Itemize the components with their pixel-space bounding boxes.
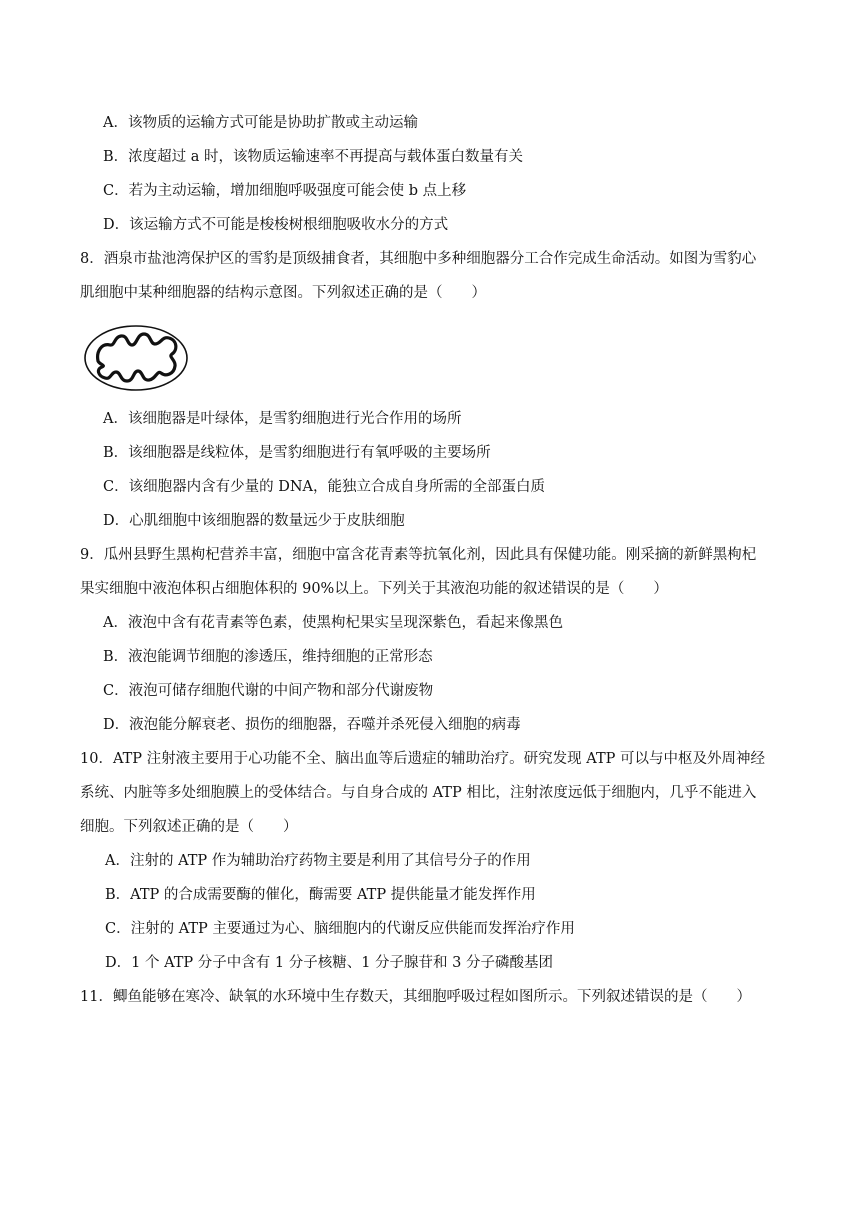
- q8-stem-line-2: 肌细胞中某种细胞器的结构示意图。下列叙述正确的是（ ）: [80, 285, 486, 301]
- q10-option-c: C．注射的 ATP 主要通过为心、脑细胞内的代谢反应供能而发挥治疗作用: [105, 921, 575, 937]
- q10-stem-line-1: 10．ATP 注射液主要用于心功能不全、脑出血等后遗症的辅助治疗。研究发现 ATP 可以与中枢及外周神经: [80, 751, 765, 767]
- q10-option-d: D．1 个 ATP 分子中含有 1 分子核糖、1 分子腺苷和 3 分子磷酸基团: [105, 955, 554, 971]
- q8-option-d: D．心肌细胞中该细胞器的数量远少于皮肤细胞: [103, 513, 405, 529]
- q9-option-c: C．液泡可储存细胞代谢的中间产物和部分代谢废物: [103, 683, 434, 699]
- q8-option-b: B．该细胞器是线粒体，是雪豹细胞进行有氧呼吸的主要场所: [103, 445, 491, 461]
- q9-stem-line-2: 果实细胞中液泡体积占细胞体积的 90%以上。下列关于其液泡功能的叙述错误的是（ ）: [80, 581, 668, 597]
- q8-option-c: C．该细胞器内含有少量的 DNA，能独立合成自身所需的全部蛋白质: [103, 479, 545, 495]
- q10-stem-line-2: 系统、内脏等多处细胞膜上的受体结合。与自身合成的 ATP 相比，注射浓度远低于细胞内，几乎不能进入: [80, 785, 757, 801]
- mitochondrion-figure: [82, 323, 190, 393]
- q9-option-d: D．液泡能分解衰老、损伤的细胞器，吞噬并杀死侵入细胞的病毒: [103, 717, 521, 733]
- q10-option-a: A．注射的 ATP 作为辅助治疗药物主要是利用了其信号分子的作用: [105, 853, 531, 869]
- q7-option-b: B．浓度超过 a 时，该物质运输速率不再提高与载体蛋白数量有关: [103, 149, 524, 165]
- q10-stem-line-3: 细胞。下列叙述正确的是（ ）: [80, 819, 298, 835]
- q8-stem-line-1: 8．酒泉市盐池湾保护区的雪豹是顶级捕食者，其细胞中多种细胞器分工合作完成生命活动。如图为雪豹心: [80, 251, 757, 267]
- q7-option-d: D．该运输方式不可能是梭梭树根细胞吸收水分的方式: [103, 217, 449, 233]
- q8-option-a: A．该细胞器是叶绿体，是雪豹细胞进行光合作用的场所: [103, 411, 462, 427]
- q7-option-a: A．该物质的运输方式可能是协助扩散或主动运输: [103, 115, 418, 131]
- q9-option-b: B．液泡能调节细胞的渗透压，维持细胞的正常形态: [103, 649, 433, 665]
- mitochondrion-inner-membrane-cristae: [98, 334, 176, 381]
- q9-stem-line-1: 9．瓜州县野生黑枸杞营养丰富，细胞中富含花青素等抗氧化剂，因此具有保健功能。刚采摘的新鲜黑枸杞: [80, 547, 757, 563]
- q10-option-b: B．ATP 的合成需要酶的催化，酶需要 ATP 提供能量才能发挥作用: [105, 887, 536, 903]
- q9-option-a: A．液泡中含有花青素等色素，使黑枸杞果实呈现深紫色，看起来像黑色: [103, 615, 563, 631]
- q11-stem-line-1: 11．鲫鱼能够在寒冷、缺氧的水环境中生存数天，其细胞呼吸过程如图所示。下列叙述错误的是（ ）: [80, 989, 751, 1005]
- q7-option-c: C．若为主动运输，增加细胞呼吸强度可能会使 b 点上移: [103, 183, 467, 199]
